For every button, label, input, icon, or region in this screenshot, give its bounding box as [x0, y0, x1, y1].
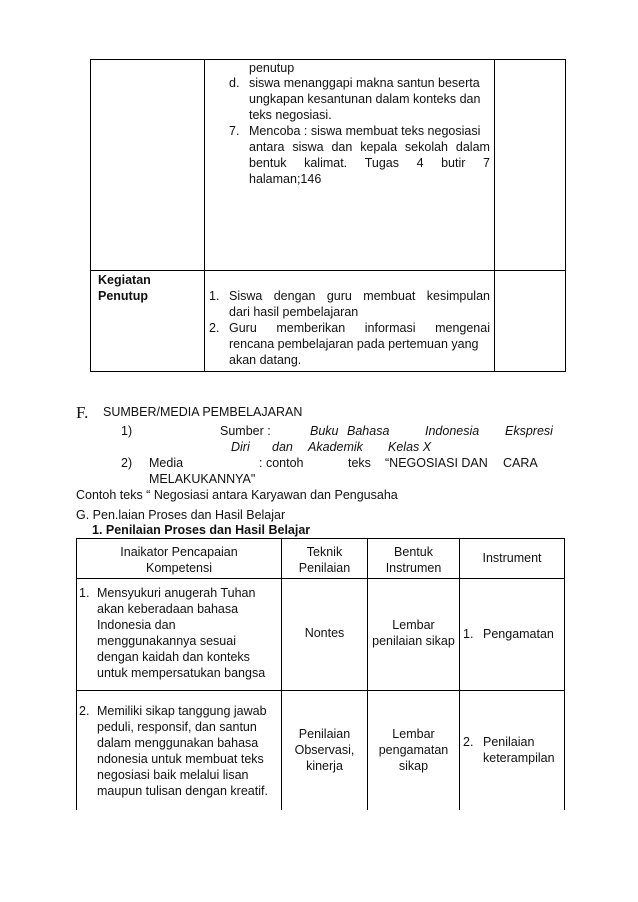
word: antara: [249, 140, 285, 154]
word: kepala: [360, 140, 398, 154]
item-7-line: [249, 140, 490, 155]
teknik-line: Observasi,: [294, 743, 355, 757]
media-text: teks: [348, 456, 371, 470]
item-d-marker: d.: [229, 76, 240, 90]
source-label: Sumber :: [220, 424, 271, 438]
header-instrument: Instrument: [482, 551, 542, 565]
header-text: Inaikator Pencapaian: [120, 545, 238, 559]
row-num: 1.: [79, 586, 90, 600]
header-text: Kompetensi: [145, 561, 212, 575]
item-d-line: siswa menanggapi makna santun beserta: [249, 76, 480, 90]
instrument-line: keterampilan: [483, 751, 555, 765]
indikator-line: Indonesia dan: [97, 618, 176, 632]
item-d-line: teks negosiasi.: [249, 108, 332, 122]
word: guru: [326, 289, 352, 303]
media-text: CARA: [503, 456, 538, 470]
teknik-line: kinerja: [306, 759, 343, 773]
word: siswa: [292, 140, 324, 154]
source-word: Kelas X: [388, 440, 432, 454]
source-word: dan: [272, 440, 293, 454]
bentuk-line: Lembar: [392, 618, 435, 632]
header-bentuk: [368, 544, 459, 576]
closing-label: Penutup: [98, 289, 148, 303]
row-num: 2.: [79, 704, 90, 718]
item-d-line: ungkapan kesantunan dalam konteks dan: [249, 92, 481, 106]
indikator-line: untuk mempersatukan bangsa: [97, 666, 266, 680]
section-g-subtitle: 1. Penilaian Proses dan Hasil Belajar: [92, 523, 311, 537]
closing-label: Kegiatan: [98, 273, 151, 287]
closing-item-line: dari hasil pembelajaran: [229, 305, 359, 319]
word: 4: [416, 156, 424, 170]
word: sekolah: [404, 140, 449, 154]
word: informasi: [364, 321, 416, 335]
word: mengenai: [435, 321, 490, 335]
source-word: Bahasa: [347, 424, 390, 438]
closing-item-line: [229, 321, 490, 336]
word: memberikan: [276, 321, 346, 335]
source-word: Akademik: [308, 440, 363, 454]
word: kesimpulan: [426, 289, 490, 303]
media-text: MELAKUKANNYA": [149, 472, 256, 486]
section-f-letter: F.: [76, 403, 89, 422]
row-teknik: [282, 726, 367, 774]
continued-penutup: penutup: [249, 61, 295, 75]
row-indikator: [97, 703, 268, 799]
indikator-line: peduli, responsif, dan santun: [97, 720, 257, 734]
row-inst-num: 1.: [463, 627, 474, 641]
word: dan: [331, 140, 353, 154]
header-indikator: [77, 544, 281, 576]
word: dalam: [455, 140, 490, 154]
section-f-title: SUMBER/MEDIA PEMBELAJARAN: [103, 405, 303, 419]
indikator-line: dalam menggunakan bahasa: [97, 736, 259, 750]
closing-item-marker: 2.: [209, 321, 220, 335]
row-bentuk: [368, 617, 459, 649]
media-label: Media: [149, 456, 184, 470]
example-text: Contoh teks “ Negosiasi antara Karyawan dan Pengusaha: [76, 488, 398, 502]
instrument-line: Penilaian: [483, 735, 535, 749]
row-indikator: [97, 585, 265, 681]
bentuk-line: Lembar: [392, 727, 435, 741]
media-text: : contoh: [259, 456, 304, 470]
media-num: 2): [121, 456, 133, 470]
row-instrument: Pengamatan: [483, 627, 554, 641]
source-word: Ekspresi: [505, 424, 553, 438]
indikator-line: Memiliki sikap tanggung jawab: [97, 704, 267, 718]
item-7-line: Mencoba : siswa membuat teks negosiasi: [249, 124, 481, 138]
word: 7: [482, 156, 490, 170]
word: dengan: [273, 289, 316, 303]
word: membuat: [363, 289, 416, 303]
bentuk-line: penilaian sikap: [372, 634, 455, 648]
indikator-line: menggunakannya sesuai: [97, 634, 236, 648]
word: Guru: [229, 321, 257, 335]
row-instrument: [483, 734, 555, 766]
source-word: Indonesia: [425, 424, 480, 438]
indikator-line: dengan kaidah dan konteks: [97, 650, 250, 664]
item-7-line: [249, 156, 490, 171]
closing-item-line: [229, 289, 490, 304]
item-7-marker: 7.: [229, 124, 240, 138]
media-text: “NEGOSIASI DAN: [385, 456, 488, 470]
indikator-line: ndonesia untuk membuat teks: [97, 752, 264, 766]
indikator-line: maupun tulisan dengan kreatif.: [97, 784, 268, 798]
header-teknik: [282, 544, 367, 576]
source-num: 1): [121, 424, 133, 438]
row-inst-num: 2.: [463, 735, 474, 749]
section-g-title: G. Pen.laian Proses dan Hasil Belajar: [76, 508, 286, 522]
source-word: Buku: [310, 424, 339, 438]
indikator-line: Mensyukuri anugerah Tuhan: [97, 586, 256, 600]
header-text: Teknik: [306, 545, 343, 559]
source-word: Diri: [231, 440, 250, 454]
row-bentuk: [368, 726, 459, 774]
word: kalimat.: [304, 156, 348, 170]
word: Tugas: [364, 156, 400, 170]
header-text: Penilaian: [298, 561, 351, 575]
bentuk-line: pengamatan: [378, 743, 449, 757]
header-text: Instrumen: [385, 561, 442, 575]
word: Siswa: [229, 289, 263, 303]
word: butir: [441, 156, 466, 170]
closing-item-line: akan datang.: [229, 353, 302, 367]
indikator-line: akan keberadaan bahasa: [97, 602, 239, 616]
indikator-line: negosiasi baik melalui lisan: [97, 768, 249, 782]
closing-item-line: rencana pembelajaran pada pertemuan yang: [229, 337, 479, 351]
word: bentuk: [249, 156, 287, 170]
header-text: Bentuk: [394, 545, 433, 559]
bentuk-line: sikap: [398, 759, 429, 773]
closing-item-marker: 1.: [209, 289, 220, 303]
item-7-line: halaman;146: [249, 172, 322, 186]
row-teknik: Nontes: [304, 626, 345, 640]
teknik-line: Penilaian: [298, 727, 351, 741]
